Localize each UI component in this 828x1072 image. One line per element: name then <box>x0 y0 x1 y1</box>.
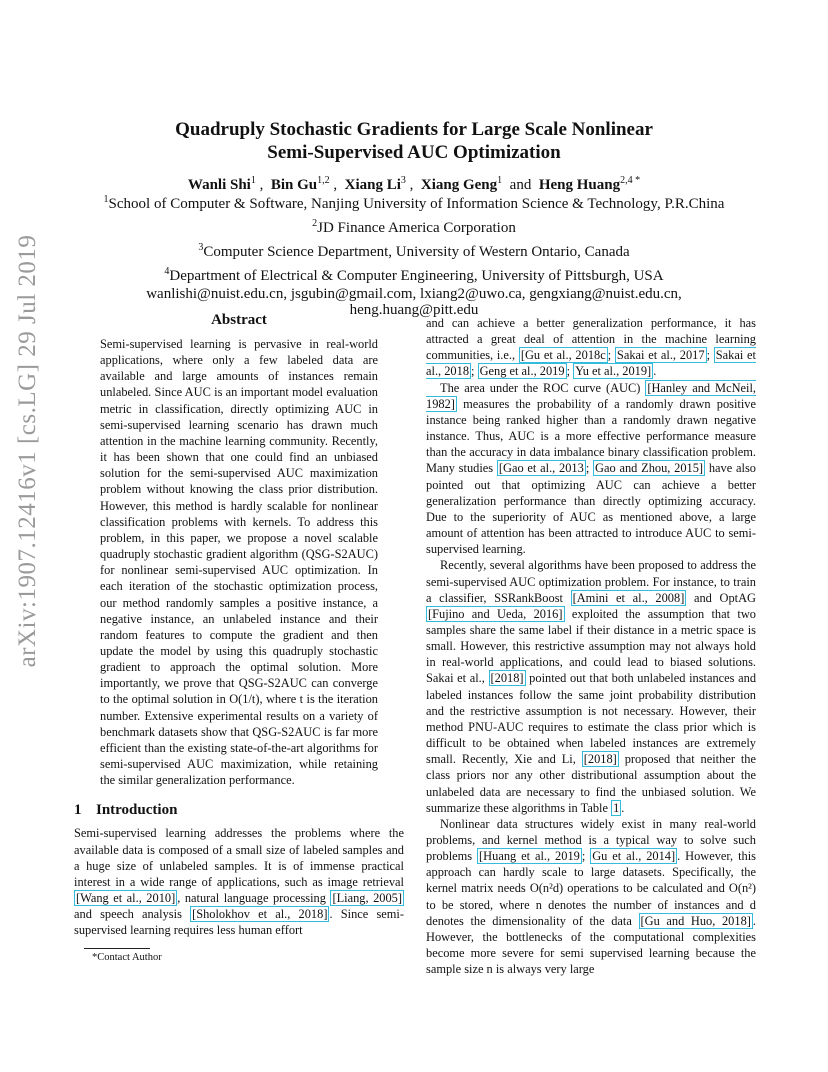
citation-link[interactable]: [Wang et al., 2010] <box>76 891 176 905</box>
author-conjunction: and <box>509 177 532 193</box>
citation-link[interactable]: Gu et al., 2014] <box>592 849 676 864</box>
affiliation-text: JD Finance America Corporation <box>317 220 516 236</box>
affiliation-marker: 4 <box>164 266 170 277</box>
citation-link[interactable]: [Gu and Huo, 2018] <box>640 913 751 928</box>
body-text: and speech analysis <box>74 907 191 922</box>
citation-link[interactable]: [2018] <box>583 752 617 767</box>
body-text: . <box>621 800 625 815</box>
affiliation-marker: 1 <box>103 194 109 205</box>
affiliation-line <box>60 262 768 286</box>
author-name: Wanli Shi <box>187 177 251 193</box>
right-column <box>426 315 756 977</box>
body-text: Semi-supervised learning addresses the problems where the available data is composed of a small size of labeled samples and a huge size of unlabeled samples. It is of immense practical interest in a wide range of applications, such as image retrieval <box>74 826 404 889</box>
citation-link[interactable]: Gao and Zhou, 2015] <box>595 461 704 476</box>
body-text: and can achieve a better generalization performance, it has attracted a great deal of attention in the machine learning communities, i.e., <box>426 316 756 363</box>
abstract-text: Semi-supervised learning is pervasive in real-world applications, where only a few labeled data are available and large amounts of instances remain unlabeled. Since AUC is an important model evaluation metric in classification, directly optimizing AUC in semi-supervised learning scenario has drawn much attention in the machine learning community. Recently, it has been shown that one could find an unbiased solution for the semi-supervised AUC maximization problem without knowing the class prior distribution. However, this method is hardly scalable for nonlinear classification problems with kernels. To address this problem, in this paper, we propose a novel scalable quadruply stochastic gradient algorithm (QSG-S2AUC) for nonlinear semi-supervised AUC optimization. In each iteration of the stochastic optimization process, our method randomly samples a positive instance, a negative instance, an unlabeled instance and their random features to compute the gradient and then update the model by using this quadruply stochastic gradient to approach the optimal solution. More importantly, we prove that QSG-S2AUC can converge to the optimal solution in O(1/t), where t is the iteration number. Extensive experimental results on a variety of benchmark datasets show that QSG-S2AUC is far more efficient than the existing state-of-the-art algorithms for semi-supervised AUC maximization, while retaining the similar generalization performance. <box>100 337 378 788</box>
footnote-contact-author: *Contact Author <box>92 952 162 964</box>
body-text: have also pointed out that optimizing AUC can achieve a better generalization performance than directly optimizing accuracy. Due to the superiority of AUC as mentioned above, a large amount of attention has been attracted to introduce AUC to semi-supervised learning. <box>426 461 756 557</box>
affiliation-text: Computer Science Department, University of Western Ontario, Canada <box>203 244 630 260</box>
citation-link[interactable]: Geng et al., 2019 <box>479 364 565 379</box>
section-number: 1 <box>74 802 82 819</box>
body-text: measures the probability of a randomly drawn positive instance being ranked higher than a randomly drawn negative instance. Thus, AUC is a more effective performance measure than the accuracy in data imbalance binary classification problem. Many studies <box>426 396 756 476</box>
author-affil-marker: 1 <box>250 175 256 186</box>
body-text: pointed out that both unlabeled instances and labeled instances follow the same joint probability distribution and the restrictive assumption is not necessary. However, their method PNU-AUC requires to estimate the class prior which is difficult to be obtained when labeled instances are extremely small. Recently, Xie and Li, <box>426 671 757 767</box>
body-text: , natural language processing <box>177 891 331 905</box>
author-affil-marker: 3 <box>400 175 406 186</box>
author-list: Wanli Shi$^1$ , Bin Gu$^{1,2}$ , Xiang Li$^3$ , Xiang Geng$^1$ and Heng Huang$^{2,4 *}$ <box>187 175 641 193</box>
affiliation-text: Department of Electrical & Computer Engineering, University of Pittsburgh, USA <box>169 268 664 284</box>
title-line-1: Quadruply Stochastic Gradients for Large Scale Nonlinear <box>175 119 653 140</box>
citation-link[interactable]: Sakai et al., 2018 <box>426 348 756 379</box>
intro-paragraph <box>74 825 404 938</box>
footnote-divider <box>84 948 150 949</box>
section-title: Introduction <box>96 802 178 819</box>
citation-link[interactable]: [Hanley and McNeil, 1982] <box>426 380 756 411</box>
body-paragraph <box>426 557 756 816</box>
body-text: and OptAG <box>686 590 756 605</box>
citation-link[interactable]: [Huang et al., 2019 <box>479 849 580 864</box>
abstract-heading: Abstract <box>211 312 267 328</box>
citation-link[interactable]: Yu et al., 2019] <box>575 364 652 379</box>
body-text: Recently, several algorithms have been proposed to address the semi-supervised AUC optimization problem. For instance, to train a classifier, SSRankBoost <box>426 558 756 605</box>
body-text: . However, the bottlenecks of the computational complexities become more severe for semi supervised learning because the sample size n is always very large <box>426 913 756 977</box>
body-paragraph: The area under the ROC curve (AUC) [Hanley and McNeil, 1982] measures the probability of a randomly drawn positive instance being ranked higher than a randomly drawn negative instance. Thus, AUC is a more effective performance measure than the accuracy in data imbalance binary classification problem. Many studies [Gao et al., 2013 ; Gao and Zhou, 2015] have also pointed out that optimizing AUC can achieve a better generalization performance than directly optimizing accuracy. Due to the superiority of AUC as mentioned above, a large amount of attention has been attracted to introduce AUC to semi-supervised learning. <box>426 380 756 557</box>
citation-link[interactable]: [Liang, 2005] <box>332 891 402 905</box>
author-affil-marker: 1 <box>497 175 503 186</box>
affiliation-marker: 2 <box>312 218 318 229</box>
paper-title <box>80 118 748 164</box>
body-text: Nonlinear data structures widely exist in many real-world problems, and kernel method is a typical way to solve such problems <box>426 816 756 864</box>
email-line: wanlishi@nuist.edu.cn, jsgubin@gmail.com, lxiang2@uwo.ca, gengxiang@nuist.edu.cn, <box>146 286 682 302</box>
author-name: Xiang Li <box>344 177 401 193</box>
affiliation-marker: 3 <box>198 242 204 253</box>
body-text: The area under the ROC curve (AUC) <box>440 380 646 395</box>
author-affil-marker: 2,4 * <box>620 175 641 186</box>
citation-link[interactable]: [Sholokhov et al., 2018] <box>192 907 328 922</box>
citation-link[interactable]: [Gao et al., 2013 <box>498 461 584 476</box>
body-text: . However, this approach can hardly scale to large datasets. Specifically, the kernel matrix needs O(n²d) operations to be calculated and O(n²) to be stored, where n denotes the number of instances and d denotes the dimensionality of the data <box>426 849 756 928</box>
body-paragraph: and can achieve a better generalization performance, it has attracted a great deal of attention in the machine learning communities, i.e., [Gu et al., 2018c ; Sakai et al., 2017 ; Sakai et al., 2018 ; Geng et al., 2019 ; Yu et al., 2019] . <box>426 316 756 379</box>
body-text: exploited the assumption that two samples share the same label if their distance in a metric space is small. However, this restrictive assumption may not always hold in real-world applications, and could lead to biased solutions. Sakai et al., <box>426 606 756 686</box>
section-heading-introduction <box>74 802 404 819</box>
body-paragraph: Nonlinear data structures widely exist in many real-world problems, and kernel method is a typical way to solve such problems [Huang et al., 2019 ; Gu et al., 2014] . However, this approach can hardly scale to large datasets. Specifically, the kernel matrix needs O(n²d) operations to be calculated and O(n²) to be stored, where n denotes the number of instances and d denotes the dimensionality of the data [Gu and Huo, 2018] . However, the bottlenecks of the computational complexities become more severe for semi supervised learning because the sample size n is always very large <box>426 816 756 977</box>
author-name: Xiang Geng <box>420 177 498 193</box>
email-line: heng.huang@pitt.edu <box>349 302 479 318</box>
citation-link[interactable]: [Gu et al., 2018c <box>520 348 606 363</box>
body-text: . Since semi-supervised learning requires less human effort <box>74 907 404 938</box>
author-name: Heng Huang <box>538 177 621 193</box>
title-line-2: Semi-Supervised AUC Optimization <box>267 142 561 163</box>
affiliation-text: School of Computer & Software, Nanjing University of Information Science & Technology, P.R.China <box>108 196 725 212</box>
affiliation-line <box>60 238 768 262</box>
author-name: Bin Gu <box>270 177 318 193</box>
affiliation-line <box>60 214 768 238</box>
table-reference-link[interactable]: 1 <box>613 800 620 815</box>
body-text: proposed that neither the class priors nor any other distributional assumption about the unlabeled data are necessary to find the unbiased solution. We summarize these algorithms in Table <box>426 752 757 815</box>
citation-link[interactable]: [Fujino and Ueda, 2016] <box>428 606 563 621</box>
arxiv-identifier-stamp: arXiv:1907.12416v1 [cs.LG] 29 Jul 2019 <box>14 234 41 668</box>
left-column <box>74 312 404 963</box>
affiliation-block <box>60 190 768 318</box>
citation-link[interactable]: Sakai et al., 2017 <box>616 348 705 363</box>
citation-link[interactable]: [2018] <box>490 671 524 686</box>
affiliation-line <box>60 190 768 214</box>
author-affil-marker: 1,2 <box>317 175 330 186</box>
citation-link[interactable]: [Amini et al., 2008] <box>572 590 685 605</box>
